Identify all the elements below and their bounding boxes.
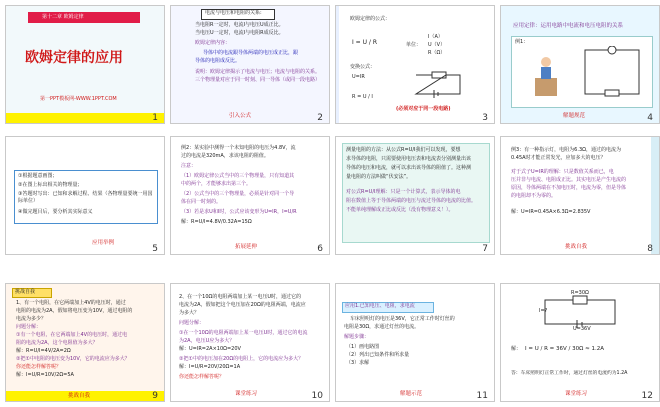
content-line: 不能单纯理解成正比或反比（没有物理意义！）。: [346, 207, 454, 213]
slide-number: 4: [647, 113, 653, 123]
slide-10-thumbnail[interactable]: [170, 283, 330, 402]
slide-title: 欧姆定律的应用: [25, 50, 123, 66]
content-line: 电流为多少？: [16, 316, 47, 322]
content-line: 解：U=IR=2A×10Ω=20V: [179, 346, 241, 352]
slide-4-thumbnail[interactable]: [500, 5, 660, 124]
content-line: 电阻的电流为2A，假如将电压变为10V，通过电阻的: [16, 308, 133, 314]
step-item: ④做完题目后，要分析其实际意义: [18, 209, 93, 215]
content-line: 解题步骤：: [344, 334, 370, 340]
footer-link[interactable]: 挑战自我: [68, 393, 91, 399]
content-line: 导体的电压和电流，就可以求出该导体的阻值了。这种测: [346, 165, 472, 171]
content-line: 体在同一时刻的。: [181, 199, 222, 205]
content-line: 对于式子U=IR的理解：只是数值关系而已，电: [511, 169, 614, 175]
slide-3-thumbnail[interactable]: [335, 5, 495, 124]
content-line: ①有一个电阻，在它两端加上4V的电压时，通过电: [16, 332, 128, 338]
formula-u: U=IR: [352, 74, 365, 80]
circuit-note: (必须对应于同一段电路): [396, 106, 451, 112]
step-item: ③答题时写出：已知和求解过程、结果（各物理量要统一用国际单位）: [18, 191, 153, 204]
content-line: 1、有一个电阻，在它两端加上4V的电压时，通过: [16, 300, 126, 306]
content-line: 车床照明灯的电压是36V，它正常工作时灯丝的: [350, 316, 455, 322]
content-line: （3）若是求U和I时，公式应该变形为U=IR，I=U/R: [181, 209, 297, 215]
slide-header: 电流与电压和电阻的关系:: [205, 10, 262, 16]
solution-formula: I = U / R = 36V / 30Ω ≈ 1.2A: [525, 346, 604, 352]
transform-label: 变换公式：: [350, 64, 376, 70]
circuit-voltage: U=36V: [573, 326, 591, 332]
content-line: 解：U=IR=0.45A×6.3Ω=2.835V: [511, 209, 591, 215]
content-line: 例2：某实验中测得一个未知电阻的电压为4.8V，流: [181, 145, 296, 151]
slide-7-thumbnail[interactable]: [335, 136, 495, 255]
footer-link[interactable]: 应用举例: [92, 240, 115, 246]
circuit-resistance: R=30Ω: [571, 290, 589, 296]
content-line: 当电阻R一定时，电流I与电压U成正比。: [195, 22, 284, 28]
content-line: 中的两个，才能够求出第三个。: [181, 181, 252, 187]
content-line: 解：R=U/I=4.8V/0.32A=15Ω: [181, 219, 252, 225]
content-line: 的电阻却不为零的。: [511, 193, 557, 199]
content-line: 求导体的电阻，只需要使用电压表和电流表分别测量出该: [346, 156, 472, 162]
content-line: 压并非与电流、电阻成正比。其实电压是产生电流的: [511, 177, 627, 183]
footer-bar: [6, 113, 164, 123]
slide-number: 3: [482, 113, 488, 123]
footer-link[interactable]: 挑战自我: [565, 244, 588, 250]
content-line: 三个物理量对应于同一时刻、同一导体（或同一段电路）: [195, 77, 321, 83]
solution-label: 解：: [511, 346, 522, 352]
slide-number: 9: [152, 391, 158, 401]
content-line: 你还能怎样解答呢？: [179, 374, 225, 380]
content-line: ②把①中电阻的电压变为10V，它的电流应为多大？: [16, 356, 130, 362]
unit: U（V）: [428, 42, 446, 48]
slide-11-thumbnail[interactable]: [335, 283, 495, 402]
slide-2-thumbnail[interactable]: [170, 5, 330, 124]
unit: I（A）: [428, 34, 443, 40]
slide-6-thumbnail[interactable]: [170, 136, 330, 255]
step-item: ②在图上标出相关的物理量；: [18, 182, 83, 188]
content-line: 当电压U一定时，电流I与电阻R成反比。: [195, 30, 284, 36]
slide-number: 8: [647, 244, 653, 254]
circuit-diagram: [579, 46, 645, 104]
content-line: 阻在数值上等于导体两端的电压与流过导体的电流的比值。: [346, 198, 477, 204]
slide-header: 应用定律：运用电路中电流和电压电阻的关系: [513, 23, 624, 29]
content-line: 你还能怎样解答呢？: [16, 364, 62, 370]
unit: R（Ω）: [428, 50, 446, 56]
content-line: （2）列出已知条件和所求量: [346, 352, 410, 358]
slide-9-thumbnail[interactable]: [5, 283, 165, 402]
content-line: 电流为2A，假如把这个电压加在20Ω的电阻两端，电流应: [179, 302, 306, 308]
footer-link[interactable]: 课堂练习: [235, 391, 258, 397]
formula-r: R = U / I: [352, 94, 373, 100]
step-item: ①根据题意画图；: [18, 173, 58, 179]
content-line: 问题分解：: [16, 324, 42, 330]
formula-label: 欧姆定律的公式：: [350, 16, 391, 22]
slide-number: 12: [641, 391, 653, 401]
illustration-worker: [527, 52, 563, 100]
slide-number: 1: [152, 113, 158, 123]
content-line: 对公式R=U/I理解：只是一个计算式，表示导体的电: [346, 189, 461, 195]
footer-link[interactable]: 拓展延伸: [235, 244, 258, 250]
side-stripe: [336, 6, 339, 123]
answer-line: 答：车床照明灯正常工作时，通过灯丝的电流约为1.2A: [511, 371, 628, 376]
slide-5-thumbnail[interactable]: [5, 136, 165, 255]
footer-link[interactable]: 课堂练习: [565, 391, 588, 397]
content-line: 测量电阻的方法：从公式R=U/I我们可以发现，要想: [346, 147, 461, 153]
formula: I = U / R: [352, 39, 378, 46]
content-line: （3）求解: [346, 360, 370, 366]
content-line: 原因，导体两端在不加电压时，电流为零，但是导体: [511, 185, 627, 191]
slide-number: 6: [317, 244, 323, 254]
slide-number: 10: [311, 391, 323, 401]
content-line: （2）公式当中的三个物理量，必须是针对同一个导: [181, 191, 295, 197]
content-line: 解：R=U/I=4V/2A=2Ω: [16, 348, 71, 354]
content-line: ①在一个10Ω的电阻两端加上某一电压U时，通过它的电流: [179, 330, 308, 336]
example-label: 例1：: [515, 39, 529, 45]
slide-number: 11: [476, 391, 488, 401]
content-line: 注意：: [181, 163, 197, 169]
content-line: 说明：欧姆定律揭示了电流与电压；电流与电阻的关系。: [195, 69, 321, 75]
content-line: 量电阻的方法叫做“伏安法”。: [346, 174, 412, 180]
content-line: 问题分解：: [179, 320, 205, 326]
circuit-current: I=?: [539, 308, 548, 314]
content-line: 解：I=U/R=10V/2Ω=5A: [16, 372, 74, 378]
slide-number: 2: [317, 113, 323, 123]
footer-link[interactable]: 引入公式: [229, 113, 252, 119]
content-line: （1）欧姆定律公式当中的三个物理量，只有知道其: [181, 173, 295, 179]
footer-link[interactable]: 解题示范: [400, 391, 423, 397]
content-line: 欧姆定律内容：: [195, 40, 231, 46]
content-line: 电阻是30Ω，求通过灯丝的电流。: [344, 324, 420, 330]
content-line: 导体中的电流跟导体两端的电压成正比，跟: [203, 50, 299, 56]
unit-label: 单位：: [406, 42, 422, 48]
slide-12-thumbnail[interactable]: [500, 283, 660, 402]
content-line: 阻的电流为2A，这个电阻值为多大？: [16, 340, 98, 346]
content-line: 解：I=U/R=20V/20Ω=1A: [179, 364, 241, 370]
chapter-label: 第十二章 欧姆定律: [42, 14, 84, 20]
content-line: 0.45A时才能正常发光，应加多大的电压？: [511, 155, 606, 161]
tag-label: 挑战自我: [15, 289, 36, 295]
slide-number: 7: [482, 244, 488, 254]
side-stripe: [651, 137, 659, 254]
slide-number: 5: [152, 244, 158, 254]
content-line: ②把①中的电压加在20Ω的电阻上，它的电流应为多大？: [179, 356, 304, 362]
content-line: 例3：有一种指示灯，电阻为6.3Ω，通过的电流为: [511, 147, 621, 153]
footer-link[interactable]: 解题规范: [563, 113, 586, 119]
content-line: 2、在一个10Ω的电阻两端加上某一电压U时，通过它的: [179, 294, 302, 300]
content-line: 为多大？: [179, 310, 200, 316]
content-line: 为2A，电压U应为多大？: [179, 338, 235, 344]
slide-1-thumbnail[interactable]: [5, 5, 165, 124]
content-line: （1）画电路图: [346, 344, 380, 350]
slide-8-thumbnail[interactable]: [500, 136, 660, 255]
site-watermark: 第一PPT模板网-WWW.1PPT.COM: [40, 96, 117, 102]
slide-header: 应用1.已知电压、电阻，求电流: [345, 303, 415, 309]
content-line: 过的电流是320mA，求该电阻的阻值。: [181, 153, 269, 159]
circuit-diagram: [412, 70, 464, 100]
content-line: 导体的电阻成反比。: [195, 58, 241, 64]
